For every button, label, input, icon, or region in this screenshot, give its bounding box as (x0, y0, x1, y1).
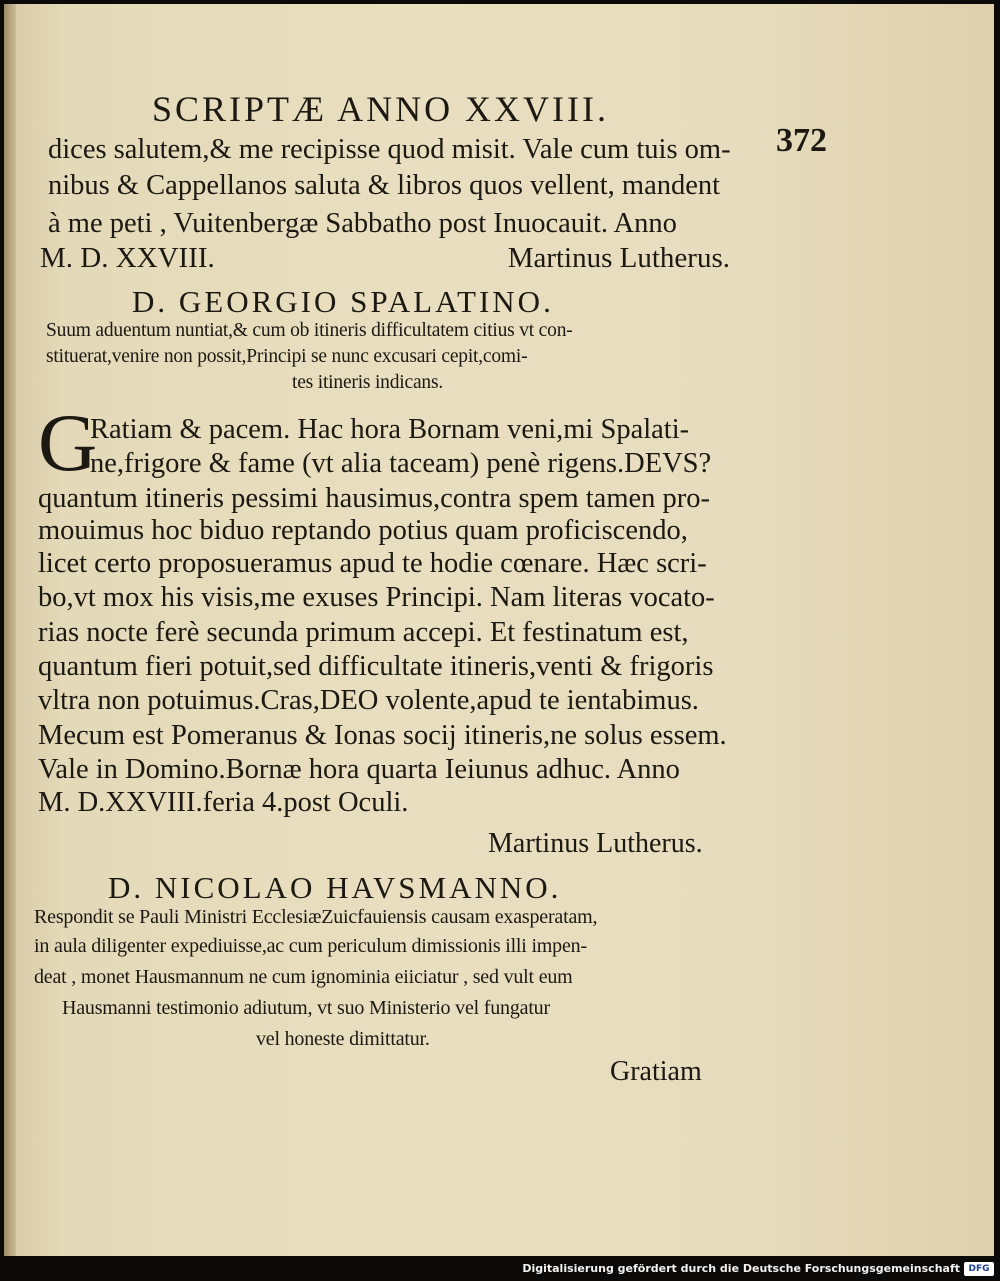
letter-summary-line: deat , monet Hausmannum ne cum ignominia eiiciatur , sed vult eum (34, 966, 573, 988)
dfg-logo: DFG (964, 1262, 994, 1276)
letter-heading: D. GEORGIO SPALATINO. (132, 284, 554, 319)
text-line: vltra non potuimus.Cras,DEO volente,apud te ientabimus. (38, 685, 699, 716)
letter-summary-line: Respondit se Pauli Ministri EcclesiæZuicfauiensis causam exasperatam, (34, 906, 598, 928)
drop-cap-initial: G (38, 397, 98, 488)
book-page (4, 4, 994, 1256)
text-line: dices salutem,& me recipisse quod misit. Vale cum tuis om- (48, 134, 731, 165)
text-line: nibus & Cappellanos saluta & libros quos vellent, mandent (48, 170, 721, 201)
text-line: licet certo proposueramus apud te hodie cœnare. Hæc scri- (38, 548, 707, 579)
signature: Martinus Lutherus. (507, 242, 730, 274)
page-gutter-shadow (4, 4, 16, 1256)
letter-summary-line: tes itineris indicans. (292, 372, 444, 393)
signature: Martinus Lutherus. (488, 828, 703, 859)
text-line: quantum fieri potuit,sed difficultate itineris,venti & frigoris (38, 651, 714, 682)
text-line: bo,vt mox his visis,me exuses Principi. Nam literas vocato- (38, 582, 715, 613)
page-number: 372 (776, 122, 827, 159)
date-signature-row (40, 242, 730, 275)
funding-notice: Digitalisierung gefördert durch die Deutsche Forschungsgemeinschaft (522, 1262, 960, 1275)
text-line: Ratiam & pacem. Hac hora Bornam veni,mi Spalati- (90, 414, 690, 445)
text-line: Vale in Domino.Bornæ hora quarta Ieiunus adhuc. Anno (38, 754, 680, 785)
text-line: Mecum est Pomeranus & Ionas socij itineris,ne solus essem. (38, 720, 727, 751)
text-line: à me peti , Vuitenbergæ Sabbatho post Inuocauit. Anno (48, 208, 677, 239)
letter-summary-line: stituerat,venire non possit,Principi se nunc excusari cepit,comi- (46, 346, 528, 367)
letter-summary-line: Hausmanni testimonio adiutum, vt suo Ministerio vel fungatur (62, 997, 550, 1019)
letter-date: M. D. XXVIII. (40, 242, 215, 274)
text-line: quantum itineris pessimi hausimus,contra spem tamen pro- (38, 483, 711, 514)
running-head: SCRIPTÆ ANNO XXVIII. (152, 89, 610, 129)
letter-summary-line: in aula diligenter expediuisse,ac cum periculum dimissionis illi impen- (34, 935, 587, 957)
catchword: Gratiam (610, 1056, 702, 1087)
text-line: mouimus hoc biduo reptando potius quam proficiscendo, (38, 515, 688, 546)
letter-summary-line: Suum aduentum nuntiat,& cum ob itineris difficultatem citius vt con- (46, 320, 573, 341)
text-line: rias nocte ferè secunda primum accepi. Et festinatum est, (38, 617, 689, 648)
text-line: M. D.XXVIII.feria 4.post Oculi. (38, 787, 409, 818)
letter-summary-line: vel honeste dimittatur. (256, 1028, 430, 1050)
text-line: ne,frigore & fame (vt alia taceam) penè rigens.DEVS? (90, 448, 712, 479)
letter-heading: D. NICOLAO HAVSMANNO. (108, 870, 562, 905)
